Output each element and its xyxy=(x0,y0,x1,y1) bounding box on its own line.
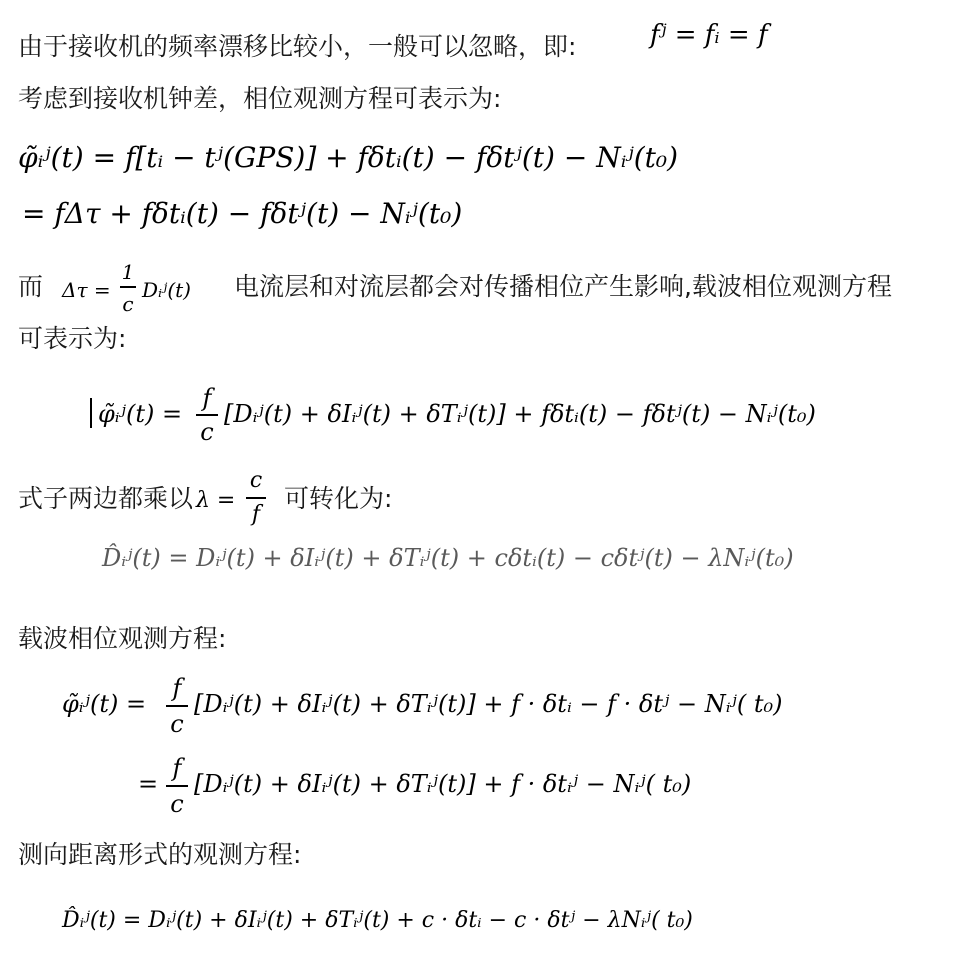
lambda-lhs: λ = xyxy=(196,488,236,513)
carrier-equation-2-rhs: [Dᵢʲ(t) + δIᵢʲ(t) + δTᵢʲ(t)] + f · δtᵢʲ − Nᵢʲ( t₀) xyxy=(194,770,692,798)
phase-observation-equation-2: = fΔτ + fδtᵢ(t) − fδtʲ(t) − Nᵢʲ(t₀) xyxy=(22,197,463,230)
carrier-equation-2-lhs: = xyxy=(138,770,159,798)
iono-fraction-numerator: f xyxy=(202,384,212,412)
iono-fraction-bar xyxy=(196,414,218,416)
delta-tau-fraction-bar xyxy=(120,286,136,288)
phase-observation-equation-1: φ̃ᵢʲ(t) = f[tᵢ − tʲ(GPS)] + fδtᵢ(t) − fδtʲ(t) − Nᵢʲ(t₀) xyxy=(18,141,679,174)
can-be-converted-to: 可转化为: xyxy=(284,484,393,513)
delta-tau-numerator: 1 xyxy=(121,260,135,284)
carrier-phase-heading: 载波相位观测方程: xyxy=(18,624,227,653)
clock-error-sentence: 考虑到接收机钟差，相位观测方程可表示为: xyxy=(18,84,502,113)
range-equation-2: D̂ᵢʲ(t) = Dᵢʲ(t) + δIᵢʲ(t) + δTᵢʲ(t) + c · δtᵢ − c · δtʲ − λNᵢʲ( t₀) xyxy=(62,908,693,933)
frequency-drift-sentence: 由于接收机的频率漂移比较小，一般可以忽略，即: xyxy=(18,32,577,61)
text-cursor xyxy=(90,398,92,428)
frequency-equality-equation: fʲ = fᵢ = f xyxy=(650,20,768,50)
carrier-equation-1-denominator: c xyxy=(170,710,184,738)
range-equation-1: D̂ᵢʲ(t) = Dᵢʲ(t) + δIᵢʲ(t) + δTᵢʲ(t) + cδtᵢ(t) − cδtʲ(t) − λNᵢʲ(t₀) xyxy=(102,544,794,572)
carrier-equation-1-fraction-bar xyxy=(166,705,188,707)
delta-tau-lhs: Δτ = xyxy=(62,278,111,302)
delta-tau-rhs: Dᵢʲ(t) xyxy=(142,278,191,302)
multiply-both-sides-text: 式子两边都乘以 xyxy=(18,484,194,513)
range-form-heading: 测向距离形式的观测方程: xyxy=(18,840,302,869)
lambda-numerator: c xyxy=(249,468,263,493)
carrier-equation-2-denominator: c xyxy=(170,790,184,818)
lambda-denominator: f xyxy=(251,502,261,527)
ionosphere-troposphere-sentence: 电流层和对流层都会对传播相位产生影响,载波相位观测方程 xyxy=(234,272,892,301)
lambda-fraction-bar xyxy=(246,497,266,499)
carrier-equation-1-lhs: φ̃ᵢʲ(t) = xyxy=(62,690,147,718)
delta-tau-denominator: c xyxy=(122,292,134,316)
carrier-equation-1-rhs: [Dᵢʲ(t) + δIᵢʲ(t) + δTᵢʲ(t)] + f · δtᵢ − f · δtʲ − Nᵢʲ( t₀) xyxy=(194,690,783,718)
iono-fraction-denominator: c xyxy=(200,418,214,446)
carrier-equation-2-numerator: f xyxy=(172,754,182,782)
and-word: 而 xyxy=(18,272,44,301)
can-be-expressed-as: 可表示为: xyxy=(18,324,127,353)
carrier-equation-1-numerator: f xyxy=(172,674,182,702)
iono-equation-rhs: [Dᵢʲ(t) + δIᵢʲ(t) + δTᵢʲ(t)] + fδtᵢ(t) − fδtʲ(t) − Nᵢʲ(t₀) xyxy=(224,400,816,428)
carrier-equation-2-fraction-bar xyxy=(166,785,188,787)
iono-equation-lhs: φ̃ᵢʲ(t) = xyxy=(98,400,183,428)
